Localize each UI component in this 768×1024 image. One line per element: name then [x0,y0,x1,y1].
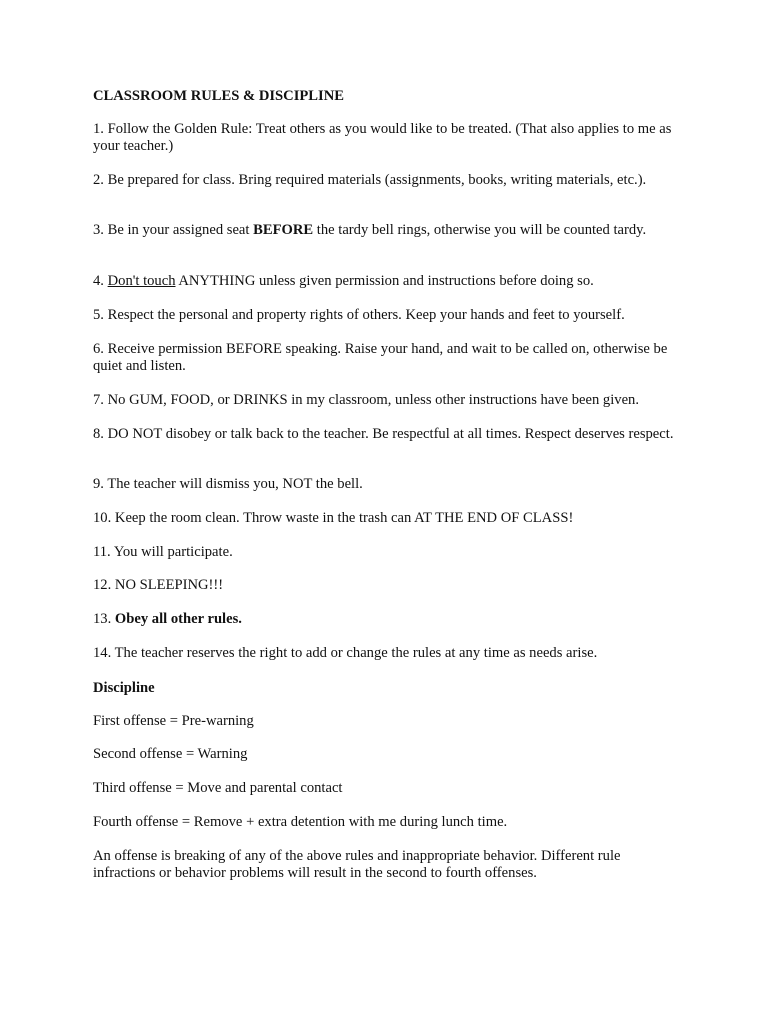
rule-5 [93,307,683,324]
rule-text-start: Be in your assigned seat [107,222,250,238]
discipline-heading: Discipline [93,680,155,696]
offense-first: First offense = Pre-warning [93,713,254,729]
rule-number: 13. [93,611,112,627]
rule-text: Obey all other rules. [114,611,242,627]
rule-text: Be prepared for class. Bring required materials (assignments, books, writing materials, etc.). [107,172,647,188]
rule-7 [93,392,683,409]
rule-2 [93,172,683,189]
rule-underlined-text: Don't touch [107,273,176,289]
rule-number: 9. [93,476,104,492]
rule-text: Respect the personal and property rights of others. Keep your hands and feet to yourself. [107,307,625,323]
offense-second: Second offense = Warning [93,746,248,762]
rule-10 [93,510,683,527]
rule-6 [93,341,683,375]
rule-number: 12. [93,577,112,593]
rule-8 [93,426,683,443]
rule-text: Keep the room clean. Throw waste in the trash can AT THE END OF CLASS! [114,510,574,526]
rule-number: 11. [93,544,111,560]
offense-fourth: Fourth offense = Remove + extra detention with me during lunch time. [93,814,508,830]
rule-9 [93,476,683,493]
rule-emphasis: BEFORE [253,222,314,238]
rule-11 [93,544,683,561]
rule-text-end: the tardy bell rings, otherwise you will be counted tardy. [316,222,647,238]
rule-12 [93,577,683,594]
rule-text: NO SLEEPING!!! [114,577,224,593]
rule-number: 6. [93,341,104,357]
rule-number: 3. [93,222,104,238]
closing-paragraph: An offense is breaking of any of the above rules and inappropriate behavior. Different rule infractions or behavior problems will result in the second to fourth offenses. [93,848,621,881]
rule-4 [93,273,683,290]
rule-number: 7. [93,392,104,408]
rule-number: 14. [93,645,112,661]
rule-number: 2. [93,172,104,188]
rule-14 [93,645,683,662]
rule-number: 10. [93,510,112,526]
rule-text: You will participate. [113,544,233,560]
rule-text: Receive permission BEFORE speaking. Raise your hand, and wait to be called on, otherwise be quiet and listen. [93,341,668,374]
rule-number: 5. [93,307,104,323]
rule-number: 8. [93,426,104,442]
rule-1 [93,121,683,155]
rule-3 [93,222,683,239]
rule-number: 1. [93,121,104,137]
rule-13 [93,611,683,628]
rule-text: DO NOT disobey or talk back to the teacher. Be respectful at all times. Respect deserves respect. [107,426,674,442]
rule-text: The teacher will dismiss you, NOT the bell. [107,476,363,492]
rule-text: No GUM, FOOD, or DRINKS in my classroom, unless other instructions have been given. [107,392,640,408]
offense-third: Third offense = Move and parental contact [93,780,343,796]
rule-text-end: ANYTHING unless given permission and instructions before doing so. [178,273,594,289]
rule-number: 4. [93,273,104,289]
rule-text: The teacher reserves the right to add or change the rules at any time as needs arise. [114,645,598,661]
rule-text: Follow the Golden Rule: Treat others as you would like to be treated. (That also applies to me as your teacher.) [93,121,672,154]
document-title: CLASSROOM RULES & DISCIPLINE [93,88,344,104]
